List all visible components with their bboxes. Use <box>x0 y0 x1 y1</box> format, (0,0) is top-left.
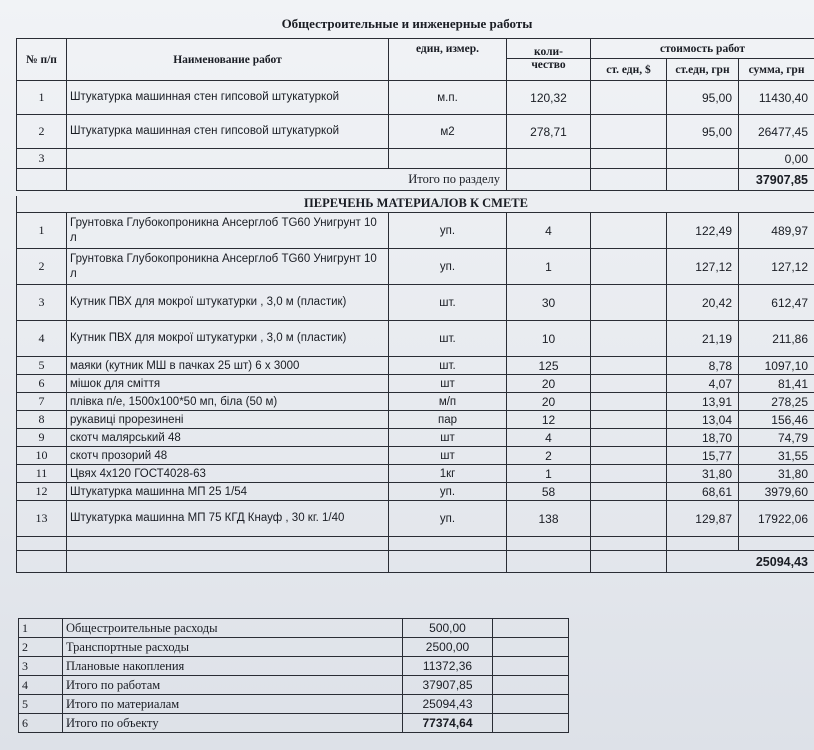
works-table <box>16 38 814 191</box>
summary-row: 5 Итого по материалам 25094,43 <box>19 695 569 714</box>
header-name: Наименование работ <box>67 39 389 81</box>
table-row: 3 Кутник ПВХ для мокрої штукатурки , 3,0 м (пластик) шт. 30 20,42 612,47 <box>17 285 814 321</box>
header-sum: сумма, грн <box>739 59 814 81</box>
header-cost: стоимость работ <box>591 39 814 59</box>
table-row: 6 мішок для сміття шт 20 4,07 81,41 <box>17 375 814 393</box>
summary-row: 1 Общестроительные расходы 500,00 <box>19 619 569 638</box>
table-row: 1 Штукатурка машинная стен гипсовой штукатуркой м.п. 120,32 95,00 11430,40 <box>17 81 814 115</box>
header-unit: един, измер. <box>389 39 507 81</box>
table-row: 1 Грунтовка Глубокопроникна Ансерглоб TG60 Унигрунт 10 л уп. 4 122,49 489,97 <box>17 213 814 249</box>
materials-table <box>16 212 814 573</box>
section1-title: Общестроительные и инженерные работы <box>281 16 533 31</box>
summary-row: 6 Итого по объекту 77374,64 <box>19 714 569 733</box>
header-num: № п/п <box>17 39 67 81</box>
table-row: 7 плівка п/е, 1500х100*50 мп, біла (50 м) м/п 20 13,91 278,25 <box>17 393 814 411</box>
table-row: 4 Кутник ПВХ для мокрої штукатурки , 3,0 м (пластик) шт. 10 21,19 211,86 <box>17 321 814 357</box>
works-total-value: 37907,85 <box>739 169 814 191</box>
table-row: 13 Штукатурка машинна МП 75 КГД Кнауф , 30 кг. 1/40 уп. 138 129,87 17922,06 <box>17 501 814 537</box>
table-row: 9 скотч малярський 48 шт 4 18,70 74,79 <box>17 429 814 447</box>
table-row: 2 Грунтовка Глубокопроникна Ансерглоб TG60 Унигрунт 10 л уп. 1 127,12 127,12 <box>17 249 814 285</box>
table-row: 5 маяки (кутник МШ в пачках 25 шт) 6 х 3000 шт. 125 8,78 1097,10 <box>17 357 814 375</box>
works-total-row <box>17 169 814 191</box>
table-row: 3 0,00 <box>17 149 814 169</box>
header-price-uah: ст.едн, грн <box>667 59 739 81</box>
header-price-usd: ст. едн, $ <box>591 59 667 81</box>
table-row: 12 Штукатурка машинна МП 25 1/54 уп. 58 68,61 3979,60 <box>17 483 814 501</box>
summary-row: 3 Плановые накопления 11372,36 <box>19 657 569 676</box>
materials-total-row <box>17 551 814 573</box>
section2-title: ПЕРЕЧЕНЬ МАТЕРИАЛОВ К СМЕТЕ <box>16 196 814 212</box>
works-total-label: Итого по разделу <box>67 169 507 191</box>
summary-row: 2 Транспортные расходы 2500,00 <box>19 638 569 657</box>
header-qty-1: коли- <box>507 39 591 59</box>
table-row: 11 Цвях 4х120 ГОСТ4028-63 1кг 1 31,80 31,80 <box>17 465 814 483</box>
table-row: 10 скотч прозорий 48 шт 2 15,77 31,55 <box>17 447 814 465</box>
materials-total-value: 25094,43 <box>667 551 814 573</box>
summary-table <box>18 618 569 733</box>
table-row <box>17 537 814 551</box>
table-row: 2 Штукатурка машинная стен гипсовой штукатуркой м2 278,71 95,00 26477,45 <box>17 115 814 149</box>
summary-row: 4 Итого по работам 37907,85 <box>19 676 569 695</box>
header-qty-2: чество <box>507 59 591 81</box>
table-row: 8 рукавиці прорезинені пар 12 13,04 156,46 <box>17 411 814 429</box>
